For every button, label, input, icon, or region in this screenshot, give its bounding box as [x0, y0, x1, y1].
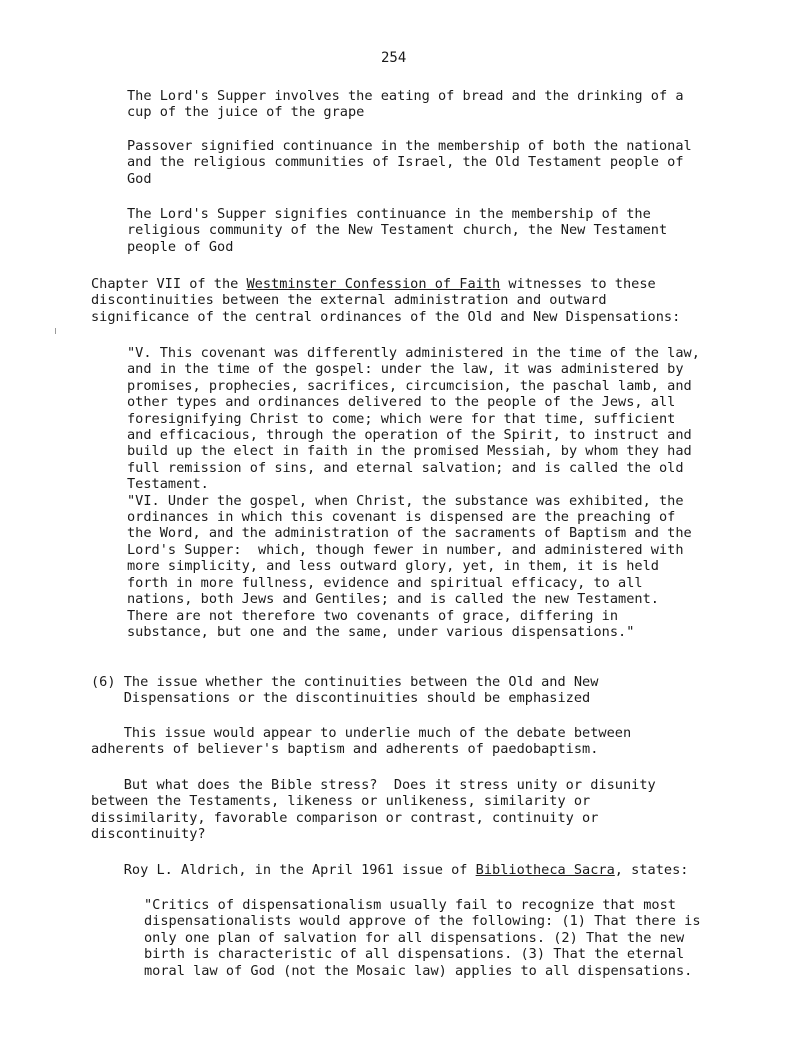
paragraph-bible-stress: But what does the Bible stress? Does it stress unity or disunity between the Testaments, likeness or unlikeness, similarity or dissimilarity, favorable comparison or contrast, continuity or discontinuity?	[91, 777, 656, 843]
paragraph-supper-continuance: The Lord's Supper signifies continuance in the membership of the religious community of the New Testament church, the New Testament people of God	[127, 206, 668, 255]
aldrich-intro-after: , states:	[614, 862, 689, 878]
chapter-intro-after: witnesses to these discontinuities between the external administration and outward significance of the central ordinances of the Old and New Dispensations:	[91, 276, 681, 325]
confession-title: Westminster Confession of Faith	[246, 276, 501, 292]
paragraph-chapter-intro	[91, 276, 680, 325]
page-number: 254	[381, 50, 407, 66]
blockquote-aldrich: "Critics of dispensationalism usually fail to recognize that most dispensationalists would approve of the following: (1) That there is only one plan of salvation for all dispensations. (2) That the new birth is characteristic of all dispensations. (3) That the eternal moral law of God (not the Mosaic law) applies to all dispensations.	[144, 897, 701, 979]
paragraph-supper-juice: The Lord's Supper involves the eating of bread and the drinking of a cup of the juice of the grape	[127, 88, 684, 121]
blockquote-westminster: "V. This covenant was differently administered in the time of the law, and in the time of the gospel: under the law, it was administered by promises, prophecies, sacrifices, circumcision, the paschal lamb, and other types and ordinances delivered to the people of the Jews, all foresignifying Christ to come; which were for that time, sufficient and efficacious, through the operation of the Spirit, to instruct and build up the elect in faith in the promised Messiah, by whom they had full remission of sins, and eternal salvation; and is called the old Testament. "VI. Under the gospel, when Christ, the substance was exhibited, the ordinances in which this covenant is dispensed are the preaching of the Word, and the administration of the sacraments of Baptism and the Lord's Supper: which, though fewer in number, and administered with more simplicity, and less outward glory, yet, in them, it is held forth in more fullness, evidence and spiritual efficacy, to all nations, both Jews and Gentiles; and is called the new Testament. There are not therefore two covenants of grace, differing in substance, but one and the same, under various dispensations."	[127, 345, 700, 640]
paragraph-aldrich-intro	[91, 862, 688, 878]
paragraph-passover-continuance: Passover signified continuance in the membership of both the national and the religious communities of Israel, the Old Testament people of God	[127, 138, 692, 187]
scan-artifact	[55, 328, 56, 334]
journal-title: Bibliotheca Sacra	[475, 862, 615, 878]
chapter-intro-before: Chapter VII of the	[91, 276, 247, 292]
paragraph-issue: This issue would appear to underlie much of the debate between adherents of believer's baptism and adherents of paedobaptism.	[91, 725, 632, 758]
numbered-point-6: (6) The issue whether the continuities between the Old and New Dispensations or the discontinuities should be emphasized	[91, 674, 599, 707]
aldrich-intro-before: Roy L. Aldrich, in the April 1961 issue of	[91, 862, 476, 878]
